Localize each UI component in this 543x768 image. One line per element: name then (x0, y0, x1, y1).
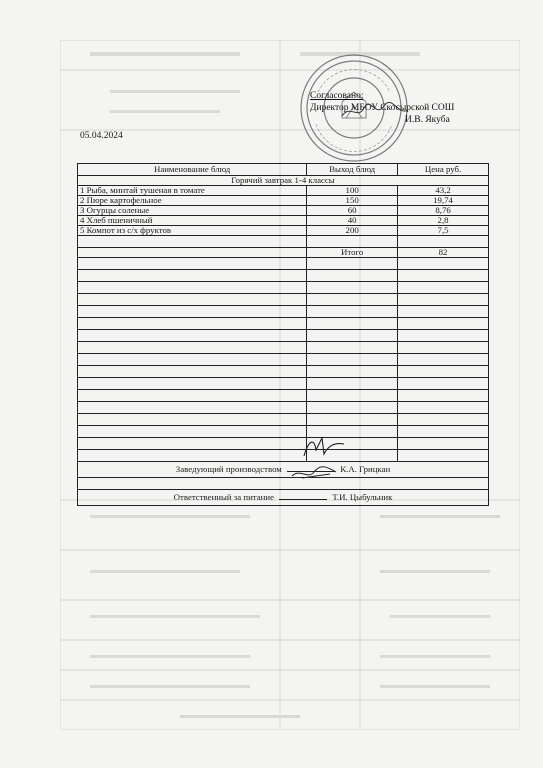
dish-yield: 40 (307, 216, 398, 226)
approval-director: Директор МБОУ Скосырской СОШ (310, 103, 455, 113)
manager-name: К.А. Грицкан (340, 464, 391, 474)
approval-name: И.В. Якуба (405, 115, 450, 125)
empty-row (78, 270, 489, 282)
section-row (78, 176, 489, 186)
responsible-role: Ответственный за питание (173, 492, 274, 502)
dish-price: 7,5 (398, 226, 489, 236)
dish-name: 3 Огурцы соленые (78, 206, 307, 216)
table-row (78, 226, 489, 236)
manager-role: Заведующий производством (175, 464, 282, 474)
manager-signature-row (78, 462, 489, 478)
director-signature (340, 100, 410, 122)
total-value: 82 (398, 248, 489, 258)
responsible-signature (290, 462, 340, 484)
dish-yield: 60 (307, 206, 398, 216)
dish-name: 5 Компот из с/х фруктов (78, 226, 307, 236)
empty-row (78, 402, 489, 414)
empty-row (78, 366, 489, 378)
dish-yield: 150 (307, 196, 398, 206)
header-dish-name: Наименование блюд (78, 164, 307, 176)
dish-price: 2,8 (398, 216, 489, 226)
dish-price: 43,2 (398, 186, 489, 196)
responsible-signature-line (279, 499, 327, 500)
dish-name: 1 Рыба, минтай тушеная в томате (78, 186, 307, 196)
dish-yield: 200 (307, 226, 398, 236)
empty-row (78, 478, 489, 490)
table-row (78, 196, 489, 206)
approval-heading: Согласовано: (310, 91, 364, 101)
total-label: Итого (307, 248, 398, 258)
dish-price: 19,74 (398, 196, 489, 206)
section-title: Горячий завтрак 1-4 классы (78, 176, 489, 186)
empty-row (78, 318, 489, 330)
document-date: 05.04.2024 (80, 131, 123, 141)
menu-table (77, 163, 489, 506)
empty-row (78, 236, 489, 248)
total-row (78, 248, 489, 258)
table-row (78, 186, 489, 196)
empty-row (78, 282, 489, 294)
empty-row (78, 342, 489, 354)
dish-yield: 100 (307, 186, 398, 196)
table-row (78, 206, 489, 216)
empty-row (78, 414, 489, 426)
dish-name: 2 Пюре картофельное (78, 196, 307, 206)
empty-row (78, 306, 489, 318)
table-row (78, 216, 489, 226)
responsible-name: Т.И. Цыбульник (332, 492, 393, 502)
manager-signature (300, 432, 348, 462)
responsible-signature-row (78, 490, 489, 506)
dish-name: 4 Хлеб пшеничный (78, 216, 307, 226)
empty-row (78, 438, 489, 450)
dish-price: 8,76 (398, 206, 489, 216)
empty-row (78, 450, 489, 462)
empty-row (78, 390, 489, 402)
empty-row (78, 294, 489, 306)
empty-row (78, 378, 489, 390)
empty-row (78, 354, 489, 366)
empty-row (78, 426, 489, 438)
empty-row (78, 330, 489, 342)
empty-row (78, 258, 489, 270)
table-header-row (78, 164, 489, 176)
header-yield: Выход блюд (307, 164, 398, 176)
header-price: Цена руб. (398, 164, 489, 176)
